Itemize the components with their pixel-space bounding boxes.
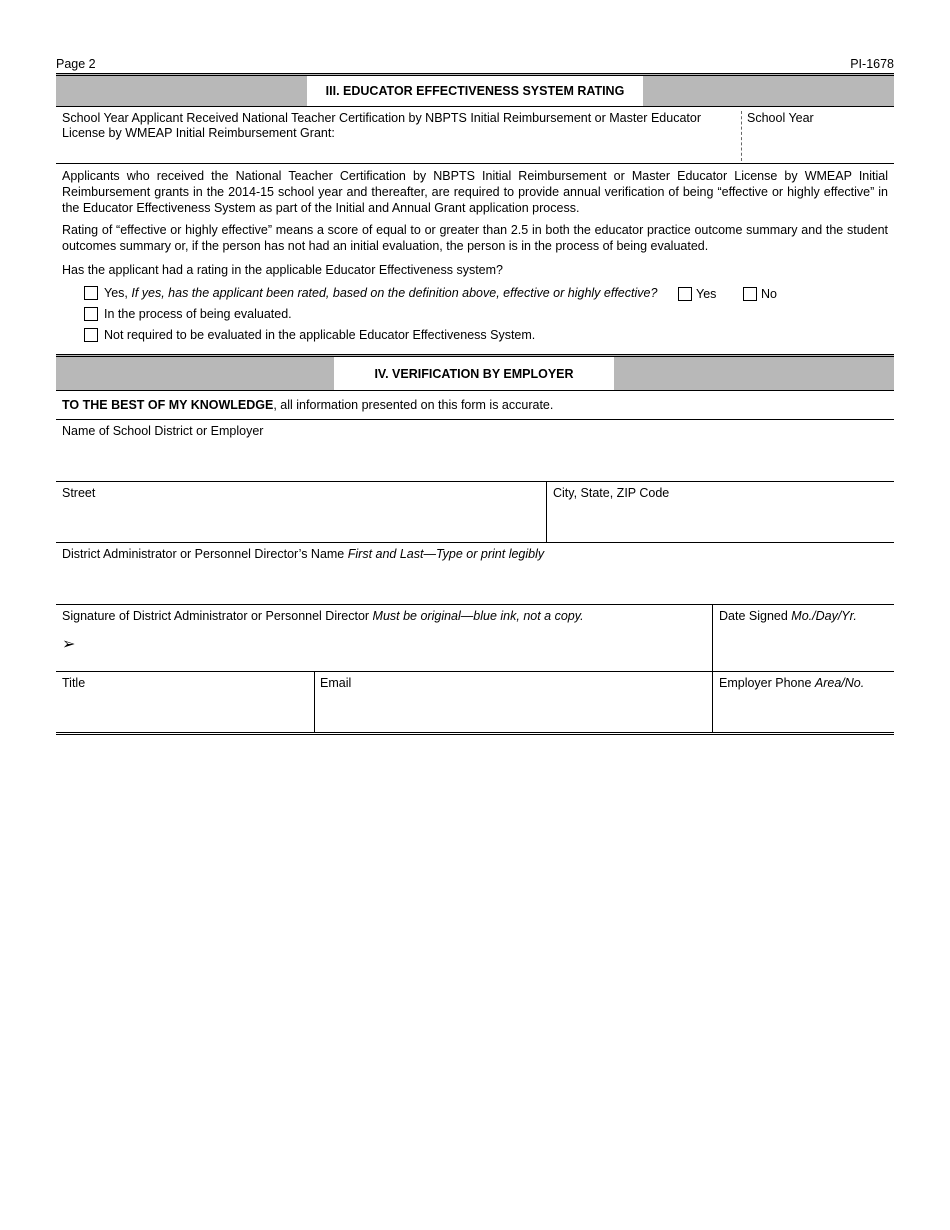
signature-hint: Must be original—blue ink, not a copy. [372, 609, 584, 623]
page-header [56, 57, 894, 73]
signature-text: Signature of District Administrator or Personnel Director [62, 609, 370, 623]
school-year-question: School Year Applicant Received National Teacher Certification by NBPTS Initial Reimbursement or Master Educator License by WMEAP Initial Reimbursement Grant: [62, 111, 701, 140]
employer-phone-hint: Area/No. [814, 676, 865, 690]
admin-name-text: District Administrator or Personnel Director’s Name [62, 547, 345, 561]
attestation-bold: TO THE BEST OF MY KNOWLEDGE [62, 398, 274, 412]
option-not-required-line [84, 328, 535, 342]
street-field[interactable] [56, 482, 546, 542]
contact-row [56, 672, 894, 735]
effective-yes-checkbox[interactable] [678, 287, 692, 301]
employer-phone-label [719, 676, 864, 691]
date-signed-hint: Mo./Day/Yr. [791, 609, 857, 623]
form-id: PI-1678 [850, 57, 894, 71]
admin-name-label [62, 547, 544, 562]
option-process-line [84, 307, 292, 321]
yes-rated-checkbox[interactable] [84, 286, 98, 300]
attestation-text [62, 398, 553, 413]
rating-question: Has the applicant had a rating in the applicable Educator Effectiveness system? [62, 263, 504, 277]
effective-no-label: No [761, 287, 777, 301]
street-label: Street [62, 486, 96, 500]
email-label: Email [320, 676, 352, 690]
in-process-checkbox[interactable] [84, 307, 98, 321]
school-year-label: School Year [747, 111, 814, 125]
signature-label [62, 609, 584, 624]
city-state-zip-label: City, State, ZIP Code [553, 486, 670, 500]
school-year-row [56, 107, 894, 164]
employer-phone-text: Employer Phone [719, 676, 812, 690]
option-yes-prefix: Yes, [104, 286, 128, 300]
section-3-title: III. EDUCATOR EFFECTIVENESS SYSTEM RATING [307, 76, 643, 106]
school-year-field[interactable] [742, 129, 892, 161]
option-yes-line [84, 286, 657, 300]
district-row[interactable] [56, 420, 894, 482]
date-signed-label [719, 609, 857, 624]
option-process-label: In the process of being evaluated. [104, 307, 292, 321]
option-not-required-label: Not required to be evaluated in the applicable Educator Effectiveness System. [104, 328, 536, 342]
email-field[interactable] [315, 672, 712, 732]
attestation-rest: , all information presented on this form is accurate. [273, 398, 554, 412]
effective-yes-line [678, 287, 716, 301]
attestation-row [56, 391, 894, 420]
district-label: Name of School District or Employer [62, 424, 264, 438]
not-required-checkbox[interactable] [84, 328, 98, 342]
option-yes-question: If yes, has the applicant been rated, based on the definition above, effective or highly effective? [131, 286, 658, 300]
admin-name-hint: First and Last—Type or print legibly [347, 547, 545, 561]
signature-row [56, 605, 894, 672]
effective-no-line [743, 287, 777, 301]
section-4-header [56, 354, 894, 391]
effective-yes-label: Yes [696, 287, 717, 301]
requirement-paragraph: Applicants who received the National Teacher Certification by NBPTS Initial Reimbursement or Master Educator License by WMEAP Initial Reimbursement grants in the 2014-15 school year and thereafter, are required to provide annual verification of being “effective or highly effective” in the Educator Effectiveness System as part of the Initial and Annual Grant application process. [62, 169, 888, 215]
effective-no-checkbox[interactable] [743, 287, 757, 301]
section-3-header [56, 73, 894, 107]
admin-name-row[interactable] [56, 543, 894, 605]
title-label: Title [62, 676, 86, 690]
section-4-title: IV. VERIFICATION BY EMPLOYER [334, 357, 614, 390]
date-signed-text: Date Signed [719, 609, 788, 623]
rating-definition-paragraph: Rating of “effective or highly effective” means a score of equal to or greater than 2.5 in both the educator practice outcome summary and the student outcomes summary or, if the person has not had an initial evaluation, the person is in the process of being evaluated. [62, 223, 888, 253]
signature-arrow-icon: ➢ [62, 636, 76, 653]
title-field[interactable] [56, 672, 314, 732]
address-row [56, 482, 894, 543]
page-number: Page 2 [56, 57, 96, 71]
